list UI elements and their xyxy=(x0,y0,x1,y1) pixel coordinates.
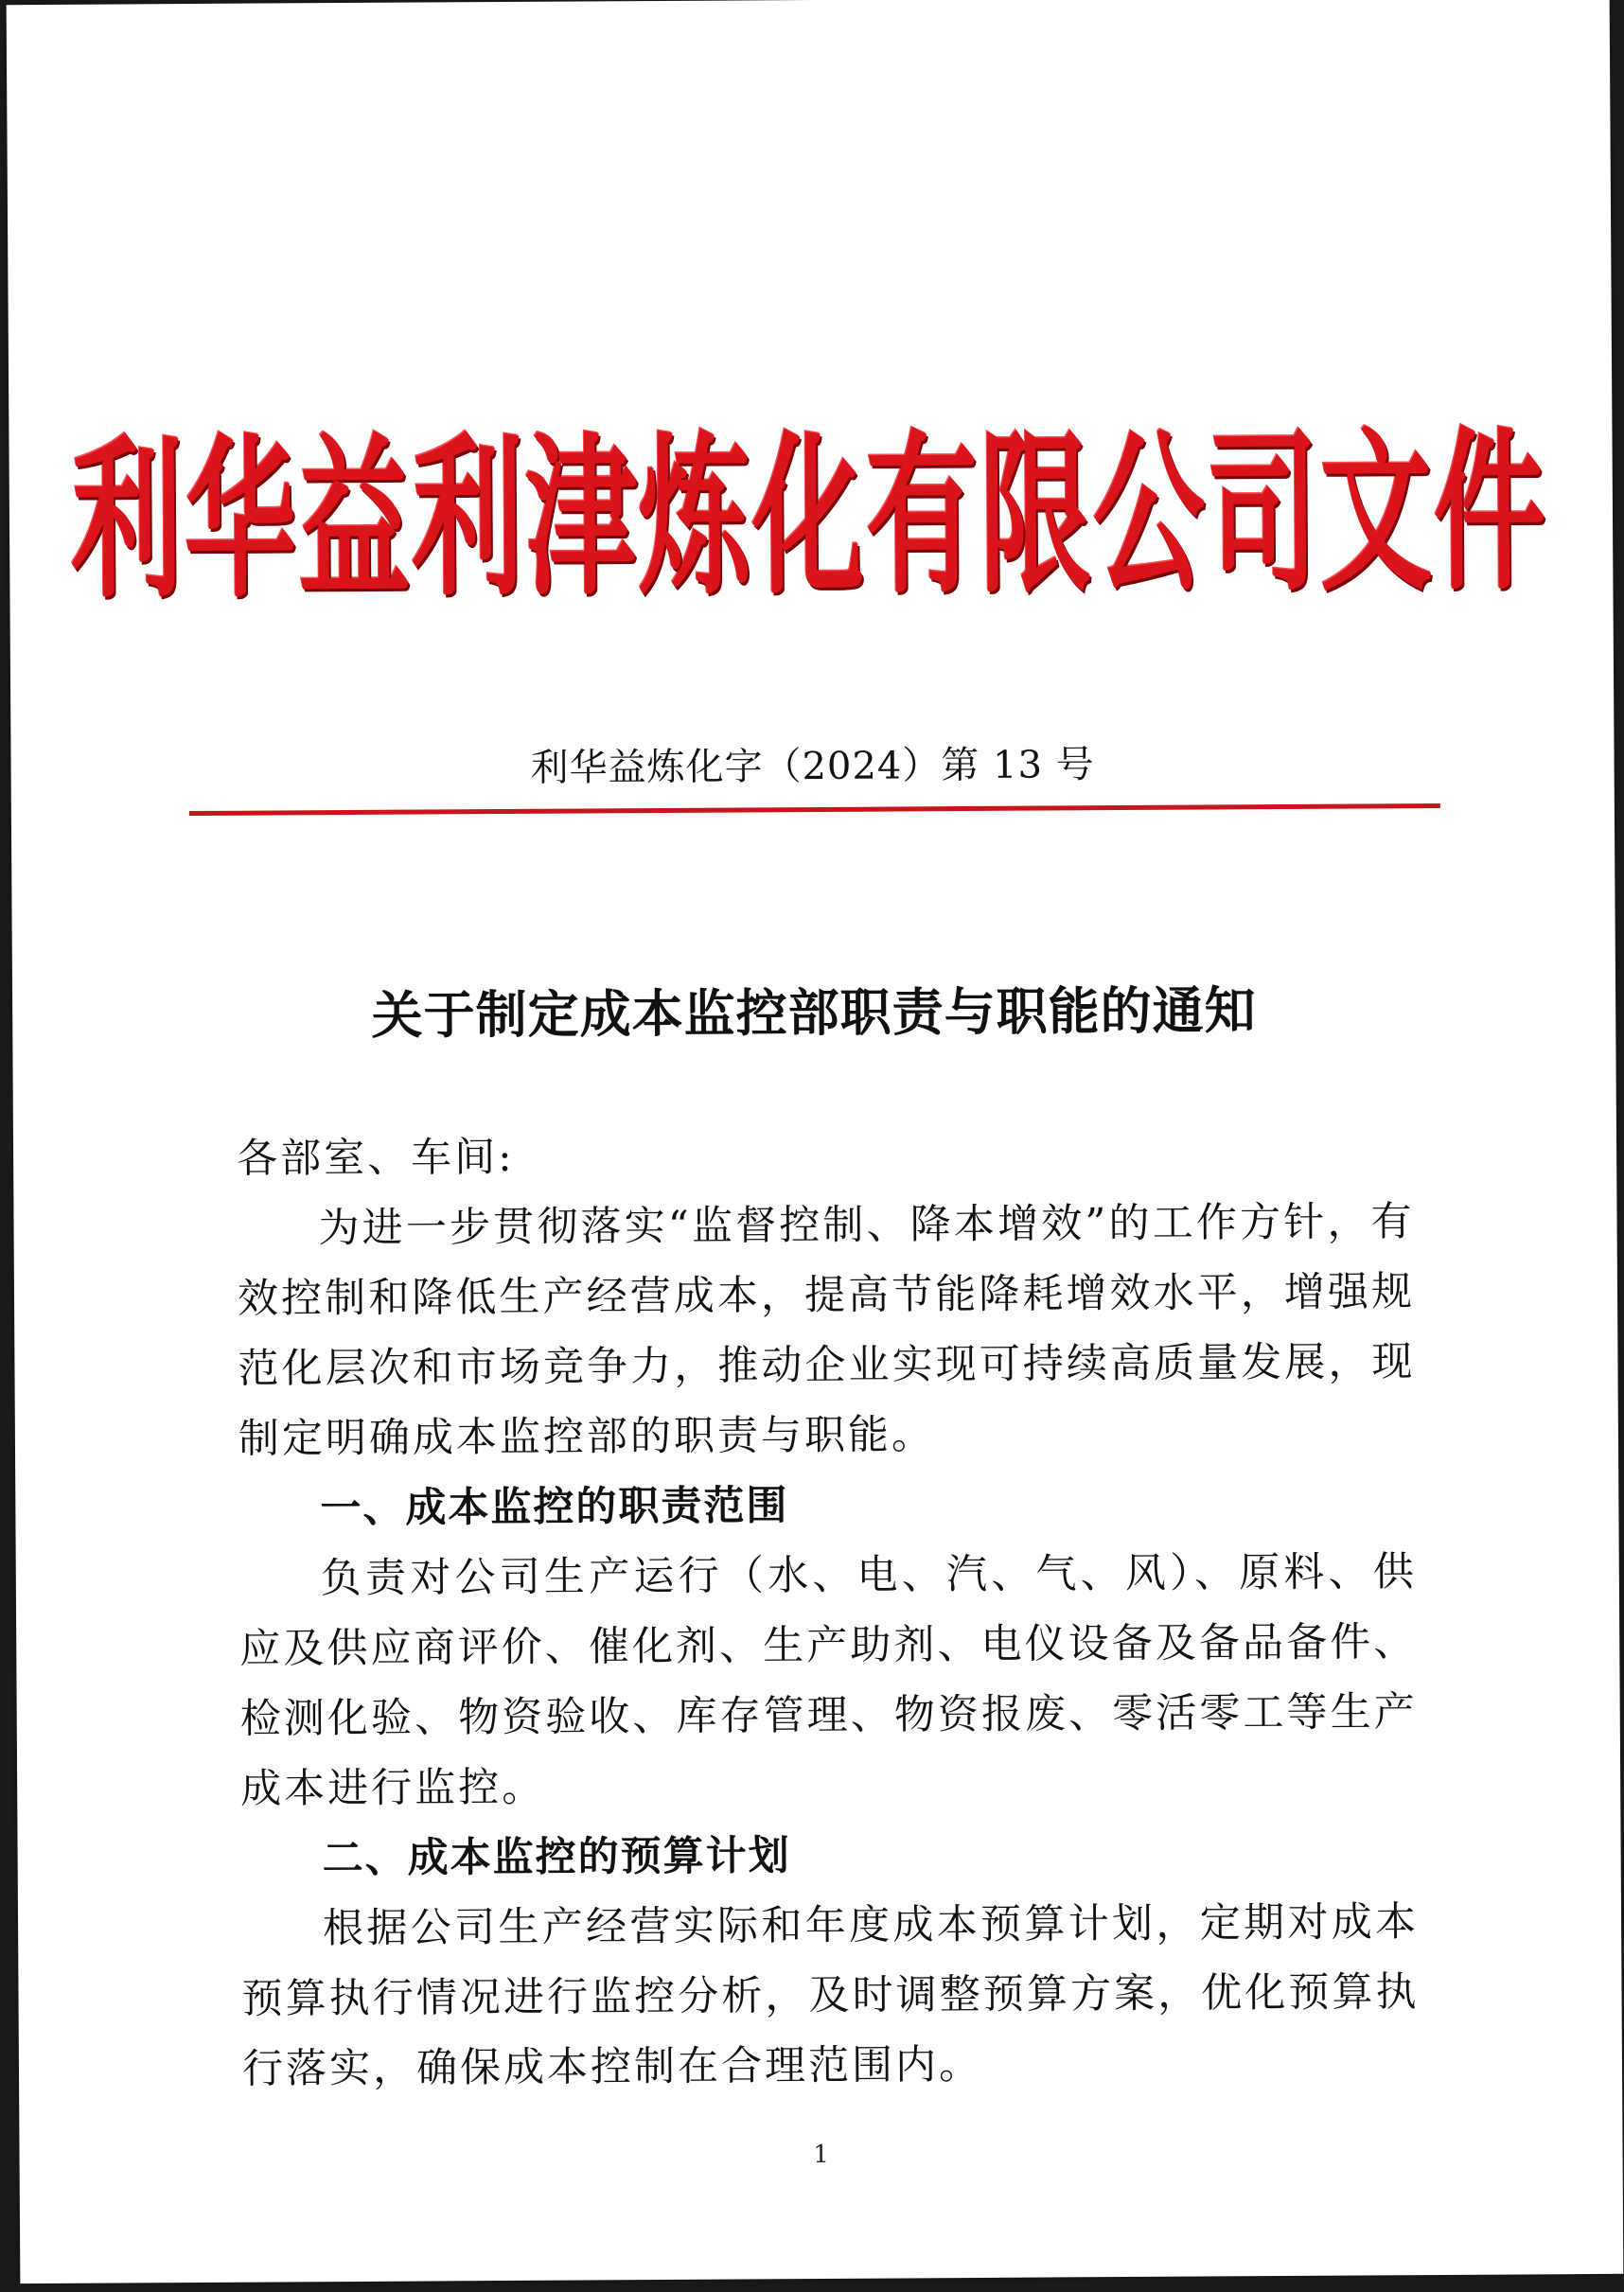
intro-paragraph: 为进一步贯彻落实“监督控制、降本增效”的工作方针，有效控制和降低生产经营成本，提高节能降耗增效水平，增强规范化层次和市场竞争力，推动企业实现可持续高质量发展，现制定明确成本监控部的职责与职能。 xyxy=(237,1198,1416,1463)
document-number: 利华益炼化字（2024）第 13 号 xyxy=(530,743,1095,790)
section-paragraph: 负责对公司生产运行（水、电、汽、气、风）、原料、供应及供应商评价、催化剂、生产助剂、电仪设备及备品备件、检测化验、物资验收、库存管理、物资报废、零活零工等生产成本进行监控。 xyxy=(239,1548,1418,1813)
document-page xyxy=(7,0,1624,2283)
salutation: 各部室、车间: xyxy=(236,1133,515,1183)
notice-title: 关于制定成本监控部职责与职能的通知 xyxy=(371,980,1257,1046)
section-paragraph: 根据公司生产经营实际和年度成本预算计划，定期对成本预算执行情况进行监控分析，及时调整预算方案，优化预算执行落实，确保成本控制在合理范围内。 xyxy=(241,1898,1420,2093)
section-heading: 二、成本监控的预算计划 xyxy=(322,1832,791,1883)
red-divider-line xyxy=(189,803,1440,816)
section-heading: 一、成本监控的职责范围 xyxy=(320,1482,789,1533)
masthead-title: 利华益利津炼化有限公司文件 xyxy=(70,410,1548,623)
page-number: 1 xyxy=(813,2140,829,2170)
document-body xyxy=(237,1117,1420,2105)
